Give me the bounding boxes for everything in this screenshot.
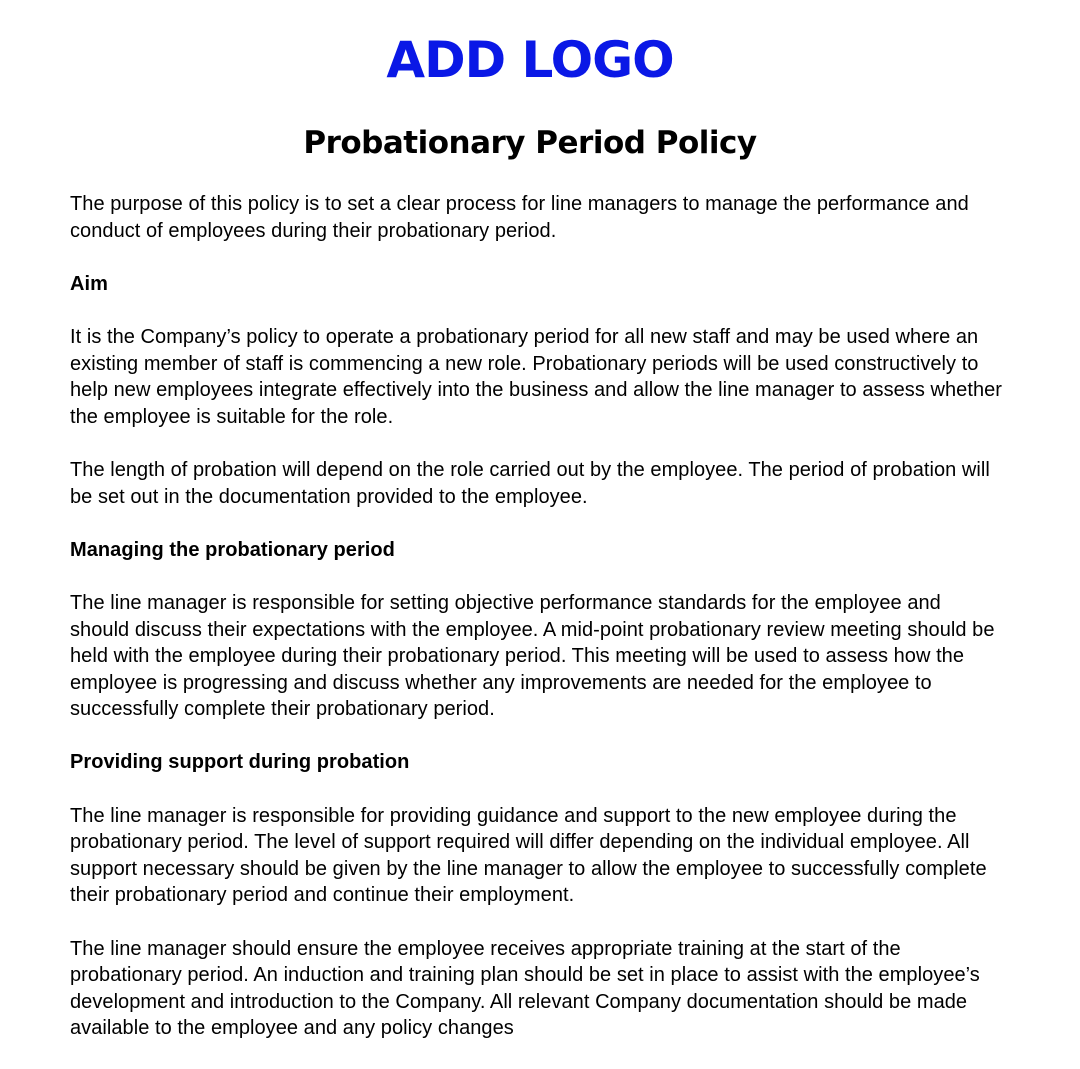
managing-paragraph-1: The line manager is responsible for setting objective performance standards for the employee and should discuss their expectations with the employee. A mid-point probationary review meeting should be held with the employee during their probationary period. This meeting will be used to assess how the employee is progressing and discuss whether any improvements are needed for the employee to successfully complete their probationary period.	[70, 591, 995, 721]
section-heading-support: Providing support during probation	[70, 751, 410, 774]
section-heading-aim: Aim	[70, 272, 108, 295]
logo-placeholder: ADD LOGO	[386, 31, 674, 89]
aim-paragraph-2: The length of probation will depend on the role carried out by the employee. The period of probation will be set out in the documentation provided to the employee.	[70, 458, 990, 508]
support-paragraph-1: The line manager is responsible for providing guidance and support to the new employee during the probationary period. The level of support required will differ depending on the individual employee. All support necessary should be given by the line manager to allow the employee to successfully complete their probationary period and continue their employment.	[70, 804, 987, 907]
support-paragraph-2: The line manager should ensure the employee receives appropriate training at the start of the probationary period. An induction and training plan should be set in place to assist with the employee’s development and introduction to the Company. All relevant Company documentation should be made available to the employee and any policy changes	[70, 937, 980, 1040]
document-body	[70, 191, 1005, 1069]
document-title: Probationary Period Policy	[303, 125, 757, 161]
aim-paragraph-1: It is the Company’s policy to operate a probationary period for all new staff and may be used where an existing member of staff is commencing a new role. Probationary periods will be used constructively to help new employees integrate effectively into the business and allow the line manager to assess whether the employee is suitable for the role.	[70, 325, 1002, 428]
section-heading-managing: Managing the probationary period	[70, 538, 395, 561]
intro-paragraph: The purpose of this policy is to set a clear process for line managers to manage the performance and conduct of employees during their probationary period.	[70, 193, 969, 242]
